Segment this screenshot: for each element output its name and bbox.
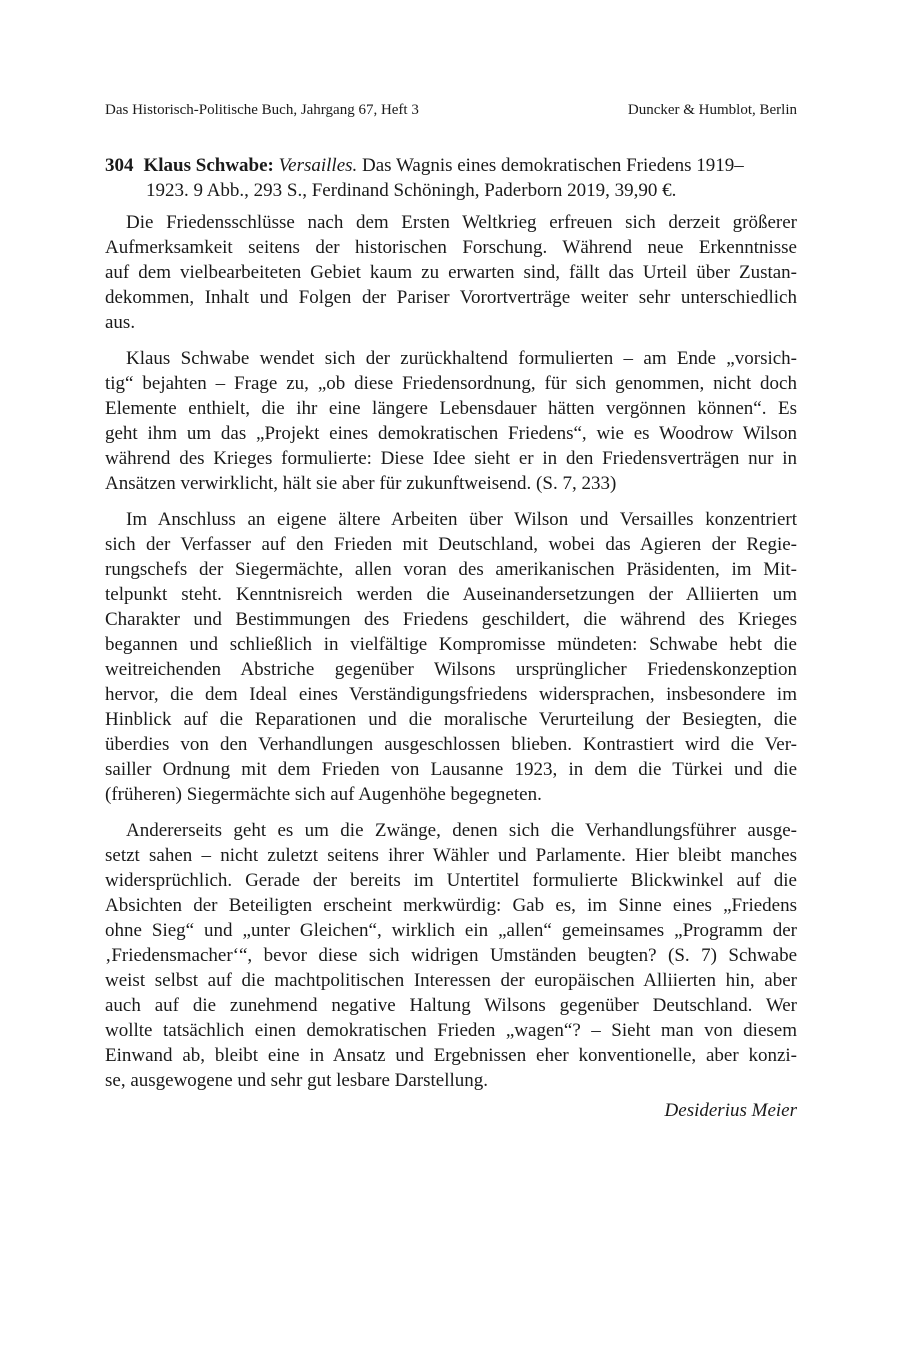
text-line: Aufmerksamkeit seitens der historischen Forschung. Während neue Erkenntnisse [105,237,797,258]
text-line: während des Krieges formulierte: Diese Idee sieht er in den Friedensverträgen nur in [105,448,797,469]
entry-title: Versailles. [278,155,358,176]
text-line: Absichten der Beteiligten erscheint merkwürdig: Gab es, im Sinne eines „Friedens [105,895,797,916]
text-line: Andererseits geht es um die Zwänge, denen sich die Verhandlungsführer ausge- [126,820,797,841]
text-line: sailler Ordnung mit dem Frieden von Lausanne 1923, in dem die Türkei und die [105,759,797,780]
text-line: se, ausgewogene und sehr gut lesbare Darstellung. [105,1070,489,1091]
text-line: weitreichenden Abstriche gegenüber Wilsons ursprünglicher Friedenskonzeption [105,659,797,680]
reviewer-signature: Desiderius Meier [664,1100,797,1121]
text-line: hervor, die dem Ideal eines Verständigungsfriedens widersprachen, insbesondere im [105,684,797,705]
text-line: telpunkt steht. Kenntnisreich werden die Auseinandersetzungen der Alliierten um [105,584,797,605]
entry-line-2: 1923. 9 Abb., 293 S., Ferdinand Schöningh, Paderborn 2019, 39,90 €. [146,180,677,201]
journal-title: Das Historisch-Politische Buch, Jahrgang 67, Heft 3 [105,102,419,118]
text-line: auch auf die zunehmend negative Haltung Wilsons gegenüber Deutschland. Wer [105,995,797,1016]
text-line: rungschefs der Siegermächte, allen voran des amerikanischen Präsidenten, im Mit- [105,559,797,580]
text-line: ohne Sieg“ und „unter Gleichen“, wirklich ein „allen“ gemeinsames „Programm der [105,920,797,941]
review-paragraph [105,210,797,335]
text-line: widersprüchlich. Gerade der bereits im Untertitel formulierte Blickwinkel auf die [105,870,797,891]
text-line: dekommen, Inhalt und Folgen der Pariser Vorortverträge weiter sehr unterschiedlich [105,287,797,308]
running-header [105,100,797,120]
text-line: tig“ bejahten – Frage zu, „ob diese Friedensordnung, für sich genommen, nicht doch [105,373,797,394]
text-line: setzt sahen – nicht zuletzt seitens ihrer Wähler und Parlamente. Hier bleibt manches [105,845,797,866]
review-paragraph [105,346,797,496]
review-paragraph [105,507,797,807]
text-line: sich der Verfasser auf den Frieden mit Deutschland, wobei das Agieren der Regie- [105,534,797,555]
text-line: (früheren) Siegermächte sich auf Augenhöhe begegneten. [105,784,542,805]
text-line: Klaus Schwabe wendet sich der zurückhaltend formulierten – am Ende „vorsich- [126,348,797,369]
entry-number: 304 [105,155,134,176]
text-line: ‚Friedensmacher‘“, bevor diese sich widrigen Umständen beugten? (S. 7) Schwabe [105,945,797,966]
entry-author: Klaus Schwabe: [143,155,274,176]
text-line: begannen und schließlich in vielfältige Kompromisse mündeten: Schwabe hebt die [105,634,797,655]
text-line: überdies von den Verhandlungen ausgeschlossen blieben. Kontrastiert wird die Ver- [105,734,797,755]
bibliographic-entry [105,153,797,203]
text-line: weist selbst auf die machtpolitischen Interessen der europäischen Alliierten hin, aber [105,970,797,991]
review-body [105,210,797,1104]
text-line: Charakter und Bestimmungen des Friedens geschildert, die während des Krieges [105,609,797,630]
text-line: Hinblick auf die Reparationen und die moralische Verurteilung der Besiegten, die [105,709,797,730]
text-line: geht ihm um das „Projekt eines demokratischen Friedens“, wie es Woodrow Wilson [105,423,797,444]
text-line: Die Friedensschlüsse nach dem Ersten Weltkrieg erfreuen sich derzeit größerer [126,212,797,233]
review-paragraph [105,818,797,1093]
publisher: Duncker & Humblot, Berlin [627,102,797,118]
text-line: wollte tatsächlich einen demokratischen Frieden „wagen“? – Sieht man von diesem [105,1020,797,1041]
text-line: auf dem vielbearbeiteten Gebiet kaum zu erwarten sind, fällt das Urteil über Zustan- [105,262,797,283]
text-line: Elemente enthielt, die ihr eine längere Lebensdauer hätten vergönnen können“. Es [105,398,797,419]
text-line: Im Anschluss an eigene ältere Arbeiten über Wilson und Versailles konzentriert [126,509,797,530]
text-line: Ansätzen verwirklicht, hält sie aber für zukunftweisend. (S. 7, 233) [105,473,617,494]
entry-line-1 [105,153,797,178]
entry-subtitle: Das Wagnis eines demokratischen Friedens 1919– [362,155,744,176]
text-line: Einwand ab, bleibt eine in Ansatz und Ergebnissen eher konventionelle, aber konzi- [105,1045,797,1066]
text-line: aus. [105,312,136,333]
